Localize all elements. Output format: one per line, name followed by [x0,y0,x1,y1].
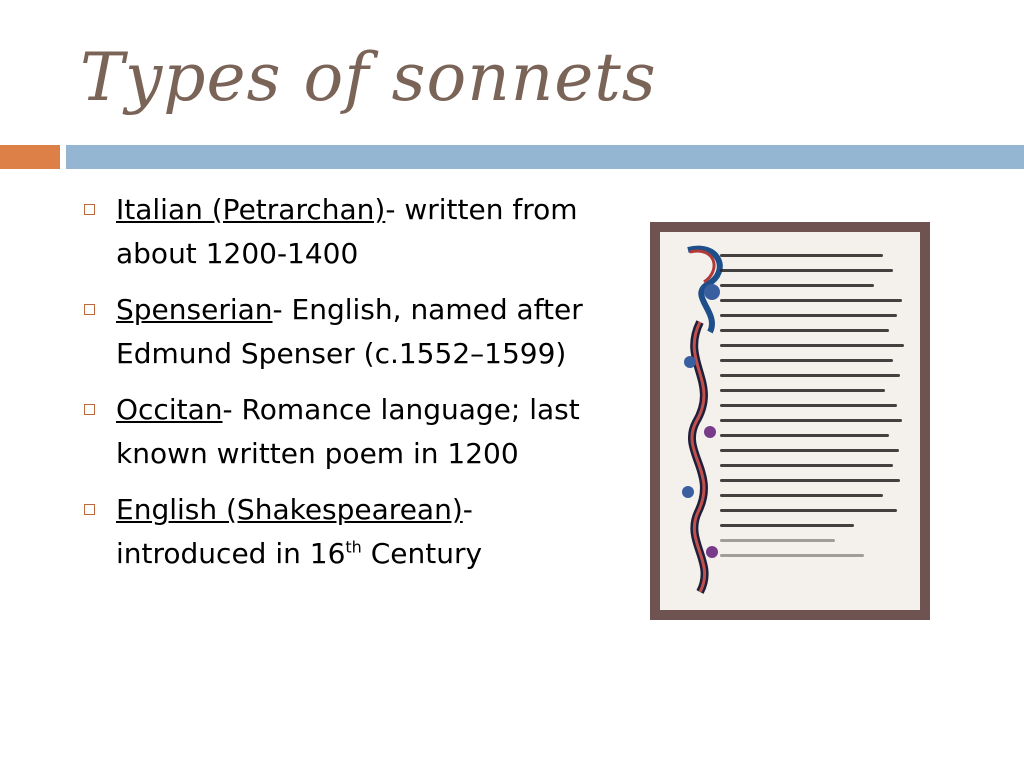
bullet-list [80,188,600,588]
bullet-text: - written from about 1200-1400 [116,193,578,270]
square-bullet-icon [84,504,95,515]
bullet-item-english [80,488,600,576]
bullet-text: - English, named after Edmund Spenser (c.1552–1599) [116,293,583,370]
illuminated-sonnet-image [650,222,930,620]
bullet-text: - Romance language; last known written poem in 1200 [116,393,580,470]
bullet-item-italian [80,188,600,276]
bullet-text-tail: Century [361,537,483,570]
square-bullet-icon [84,304,95,315]
slide-title: Types of sonnets [80,39,657,116]
accent-bar-orange [0,145,60,169]
square-bullet-icon [84,204,95,215]
term-occitan: Occitan [116,393,223,426]
manuscript-page [660,232,920,610]
term-italian-petrarchan: Italian (Petrarchan) [116,193,386,226]
bullet-item-spenserian [80,288,600,376]
script-text-lines [720,254,912,569]
term-english-shakespearean: English (Shakespearean) [116,493,463,526]
ordinal-suffix: th [345,537,362,557]
bullet-item-occitan [80,388,600,476]
accent-bar-blue [66,145,1024,169]
square-bullet-icon [84,404,95,415]
bullet-text: - introduced in 16 [116,493,473,570]
term-spenserian: Spenserian [116,293,273,326]
